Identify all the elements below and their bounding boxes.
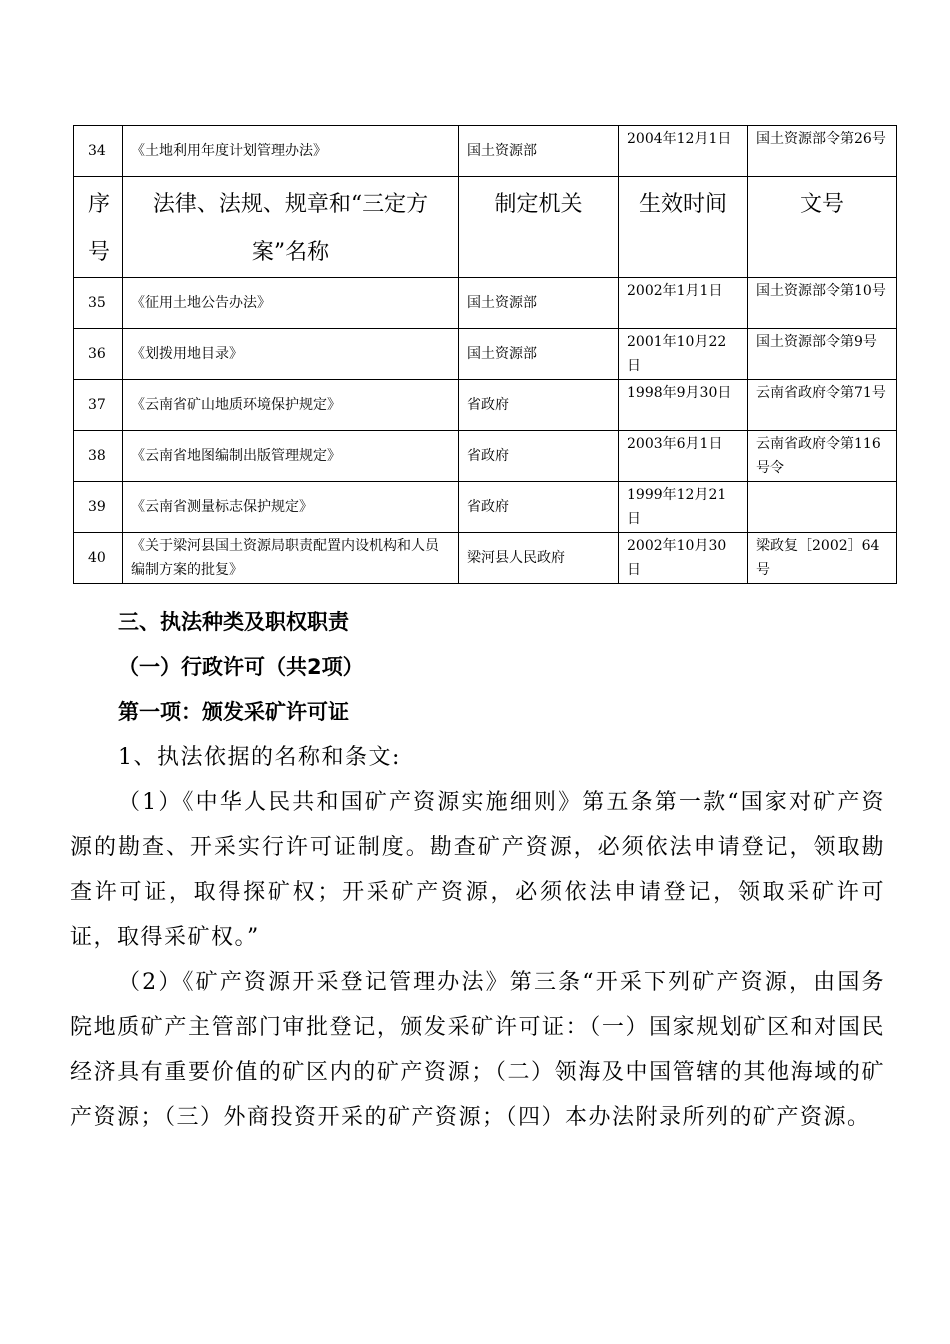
row-agency: 省政府 xyxy=(459,380,619,431)
row-agency: 国土资源部 xyxy=(459,278,619,329)
table-row xyxy=(74,431,897,482)
table-row xyxy=(74,380,897,431)
table-row xyxy=(74,329,897,380)
basis-label: 1、执法依据的名称和条文: xyxy=(118,745,401,770)
header-name: 法律、法规、规章和“三定方案”名称 xyxy=(123,177,459,278)
basis-paragraph-1: （1）《中华人民共和国矿产资源实施细则》第五条第一款“国家对矿产资源的勘查、开采实行许可证制度。勘查矿产资源，必须依法申请登记，领取勘查许可证，取得探矿权；开采矿产资源，必须依法申请登记，领取采矿许可证，取得采矿权。” xyxy=(70,790,885,950)
section-title: 三、执法种类及职权职责 xyxy=(118,610,349,634)
row-name: 《云南省矿山地质环境保护规定》 xyxy=(123,380,459,431)
header-agency: 制定机关 xyxy=(459,177,619,278)
row-seq: 37 xyxy=(74,380,123,431)
header-date: 生效时间 xyxy=(619,177,748,278)
row-seq: 36 xyxy=(74,329,123,380)
basis-paragraph-2: （2）《矿产资源开采登记管理办法》第三条“开采下列矿产资源，由国务院地质矿产主管部门审批登记，颁发采矿许可证：（一）国家规划矿区和对国民经济具有重要价值的矿区内的矿产资源；（二）领海及中国管辖的其他海域的矿产资源；（三）外商投资开采的矿产资源；（四）本办法附录所列的矿产资源。 xyxy=(70,970,885,1130)
row-agency: 国土资源部 xyxy=(459,329,619,380)
row-name: 《划拨用地目录》 xyxy=(123,329,459,380)
item-title: 第一项：颁发采矿许可证 xyxy=(118,700,349,724)
row-name: 《征用土地公告办法》 xyxy=(123,278,459,329)
table-row xyxy=(74,278,897,329)
row-seq: 34 xyxy=(74,126,123,177)
row-seq: 35 xyxy=(74,278,123,329)
row-date: 2001年10月22日 xyxy=(619,329,748,380)
row-agency: 国土资源部 xyxy=(459,126,619,177)
table-row xyxy=(74,482,897,533)
row-docno: 云南省政府令第71号 xyxy=(748,380,897,431)
header-docno: 文号 xyxy=(748,177,897,278)
body-content xyxy=(70,600,885,1140)
row-docno xyxy=(748,482,897,533)
row-agency: 省政府 xyxy=(459,482,619,533)
regulations-table xyxy=(73,125,897,584)
header-seq: 序号 xyxy=(74,177,123,278)
table-header-row xyxy=(74,177,897,278)
row-date: 1998年9月30日 xyxy=(619,380,748,431)
row-docno: 云南省政府令第116号令 xyxy=(748,431,897,482)
row-seq: 39 xyxy=(74,482,123,533)
row-name: 《关于梁河县国土资源局职责配置内设机构和人员编制方案的批复》 xyxy=(123,533,459,584)
row-name: 《云南省测量标志保护规定》 xyxy=(123,482,459,533)
row-date: 2002年10月30日 xyxy=(619,533,748,584)
row-agency: 梁河县人民政府 xyxy=(459,533,619,584)
row-docno: 国土资源部令第26号 xyxy=(748,126,897,177)
row-date: 2003年6月1日 xyxy=(619,431,748,482)
row-date: 2002年1月1日 xyxy=(619,278,748,329)
table-row xyxy=(74,126,897,177)
row-date: 2004年12月1日 xyxy=(619,126,748,177)
table-row xyxy=(74,533,897,584)
row-date: 1999年12月21日 xyxy=(619,482,748,533)
row-docno: 梁政复［2002］64号 xyxy=(748,533,897,584)
row-docno: 国土资源部令第9号 xyxy=(748,329,897,380)
row-seq: 40 xyxy=(74,533,123,584)
row-seq: 38 xyxy=(74,431,123,482)
row-agency: 省政府 xyxy=(459,431,619,482)
row-docno: 国土资源部令第10号 xyxy=(748,278,897,329)
row-name: 《云南省地图编制出版管理规定》 xyxy=(123,431,459,482)
section-subtitle: （一）行政许可（共2项） xyxy=(118,655,364,679)
row-name: 《土地利用年度计划管理办法》 xyxy=(123,126,459,177)
